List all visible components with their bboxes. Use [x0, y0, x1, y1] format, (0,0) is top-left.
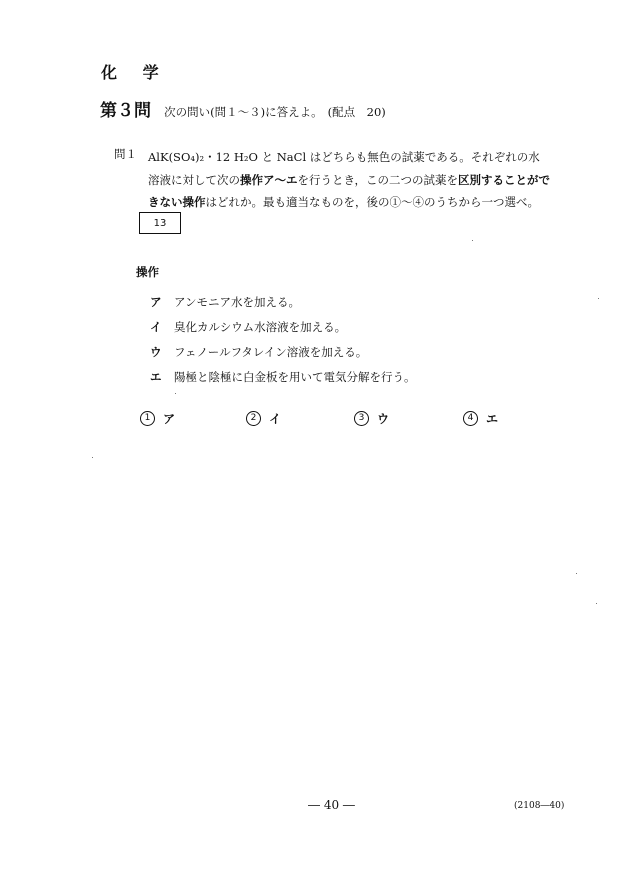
operations-title: 操作 — [136, 265, 159, 279]
choice-1[interactable] — [140, 410, 175, 427]
question-header — [100, 96, 386, 121]
circled-number-2: 2 — [246, 411, 261, 426]
circled-number-3: 3 — [354, 411, 369, 426]
exam-code: (2108―40) — [514, 801, 565, 811]
operation-text: アンモニア水を加える。 — [174, 294, 301, 309]
question-intro: 次の問い(問１～３)に答えよ。 — [164, 105, 323, 119]
choice-label: ア — [163, 412, 176, 426]
scan-speck — [598, 298, 599, 299]
problem-line-2-part-a: 溶液に対して次の — [148, 172, 240, 187]
question-points: (配点 20) — [327, 105, 386, 119]
problem-line-3-rest: はどれか。最も適当なものを，後の①～④のうちから一つ選べ。 — [205, 195, 539, 209]
choice-4[interactable] — [463, 410, 498, 427]
question-number: 第３問 — [100, 101, 151, 121]
problem-line-2 — [148, 169, 574, 192]
problem-1 — [114, 146, 574, 214]
problem-line-1: AlK(SO₄)₂・12 H₂O と NaCl はどちらも無色の試薬である。それぞれの水 — [148, 150, 540, 164]
operation-text: 陽極と陰極に白金板を用いて電気分解を行う。 — [174, 369, 416, 384]
problem-text — [148, 146, 574, 214]
choice-3[interactable] — [354, 410, 389, 427]
operation-item — [150, 364, 416, 389]
choice-label: ウ — [377, 412, 390, 426]
choice-2[interactable] — [246, 410, 281, 427]
answer-box[interactable]: 13 — [139, 212, 181, 234]
choice-label: エ — [486, 412, 499, 426]
operation-item — [150, 289, 416, 314]
operation-letter: イ — [150, 319, 162, 334]
operation-letter: ア — [150, 294, 162, 309]
operation-text: 臭化カルシウム水溶液を加える。 — [174, 319, 347, 334]
choice-label: イ — [269, 412, 282, 426]
scan-speck — [596, 603, 597, 604]
problem-line-3 — [148, 191, 574, 214]
problem-line-2-part-c: を行うとき，この二つの試薬を — [297, 172, 459, 187]
operation-item — [150, 339, 416, 364]
operation-letter: ウ — [150, 344, 162, 359]
subject-title: 化 学 — [101, 63, 169, 82]
operation-text: フェノールフタレイン溶液を加える。 — [174, 344, 368, 359]
problem-line-3-emphasis: きない操作 — [148, 195, 206, 209]
scan-speck — [92, 457, 93, 458]
operation-letter: エ — [150, 369, 162, 384]
operations-list — [150, 289, 416, 389]
problem-line-2-emphasis-ops: 操作ア～エ — [240, 172, 298, 187]
problem-label: 問１ — [114, 147, 137, 161]
operation-item — [150, 314, 416, 339]
page-number: ― 40 ― — [308, 798, 355, 812]
problem-line-2-emphasis-distinguish: 区別することがで — [458, 172, 551, 187]
circled-number-1: 1 — [140, 411, 155, 426]
scan-speck — [576, 573, 577, 574]
circled-number-4: 4 — [463, 411, 478, 426]
scan-speck — [472, 240, 473, 241]
scan-speck — [175, 393, 176, 394]
